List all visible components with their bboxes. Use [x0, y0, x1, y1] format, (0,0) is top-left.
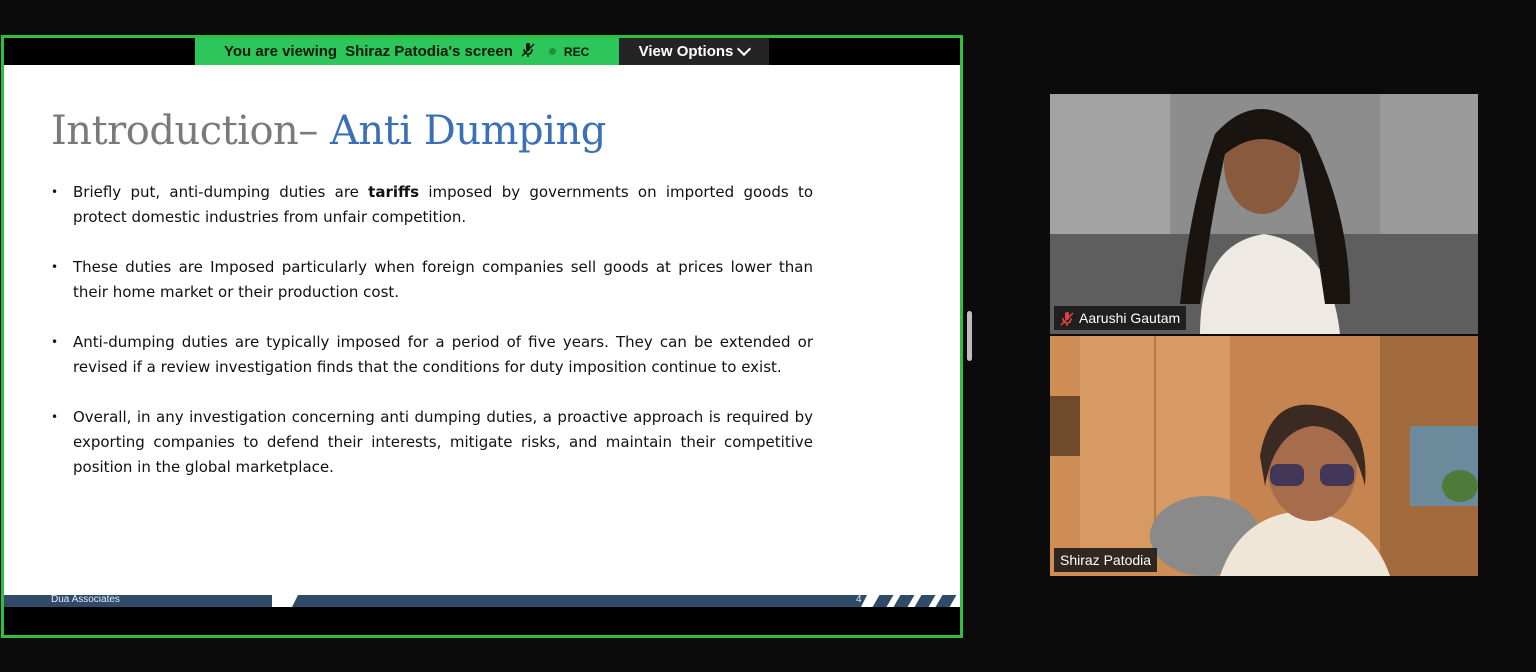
bullet-dot-icon: • [51, 260, 59, 274]
footer-stripe [936, 595, 957, 607]
footer-stripe [873, 595, 894, 607]
bullet-dot-icon: • [51, 335, 59, 349]
panel-resize-handle[interactable] [967, 311, 972, 361]
bullet-text: Briefly put, anti-dumping duties are [73, 183, 369, 201]
footer-stripe [915, 595, 936, 607]
mic-muted-icon [1060, 311, 1074, 325]
participant-name: Aarushi Gautam [1079, 310, 1181, 326]
footer-bar [292, 595, 867, 607]
view-options-label: View Options [638, 43, 734, 60]
viewing-prefix: You are viewing [224, 43, 338, 60]
bullet-item [51, 330, 813, 380]
participant-video-feed [1050, 94, 1478, 334]
chevron-down-icon [737, 42, 751, 56]
bullet-item [51, 180, 813, 230]
participant-name-tag [1054, 548, 1157, 572]
shared-screen [1, 35, 963, 638]
footer-stripe [894, 595, 915, 607]
presentation-slide [4, 65, 960, 607]
bullet-text: Anti-dumping duties are typically imposed for a period of five years. They can be extended or revised if a review investigation finds that the conditions for duty imposition continue to exist. [73, 333, 813, 376]
bullet-item [51, 255, 813, 305]
slide-bullet-list [51, 180, 813, 505]
record-dot-icon [549, 48, 556, 55]
slide-title-topic: Anti Dumping [330, 108, 606, 154]
share-topbar [4, 38, 960, 65]
bullet-text: These duties are Imposed particularly when foreign companies sell goods at prices lower than their home market or their production cost. [73, 258, 813, 301]
slide-title [51, 108, 606, 154]
participant-video-tile[interactable] [1050, 94, 1478, 334]
slide-title-prefix: Introduction– [51, 108, 331, 154]
participant-video-tile[interactable] [1050, 336, 1478, 576]
bullet-text: Overall, in any investigation concerning anti dumping duties, a proactive approach is required by exporting companies to defend their interests, mitigate risks, and maintain their competitive position in the global marketplace. [73, 408, 813, 476]
mic-muted-icon [521, 42, 535, 61]
bullet-item [51, 405, 813, 480]
bullet-bold-text: tariffs [368, 183, 420, 201]
participant-name: Shiraz Patodia [1060, 552, 1152, 568]
bullet-dot-icon: • [51, 410, 59, 424]
viewing-banner [195, 38, 619, 65]
bullet-dot-icon: • [51, 185, 59, 199]
participant-video-feed [1050, 336, 1478, 576]
slide-page-number: 4 [856, 594, 862, 605]
footer-company-label: Dua Associates [51, 594, 120, 605]
participant-name-tag [1054, 306, 1186, 330]
presenter-screen-name: Shiraz Patodia's screen [345, 43, 513, 60]
rec-label: REC [563, 44, 590, 59]
bullet-text: imposed by governments on imported goods to protect domestic industries from unfair competition. [73, 183, 814, 226]
footer-bar [4, 595, 272, 607]
view-options-button[interactable] [619, 38, 769, 65]
slide-footer [4, 593, 960, 607]
